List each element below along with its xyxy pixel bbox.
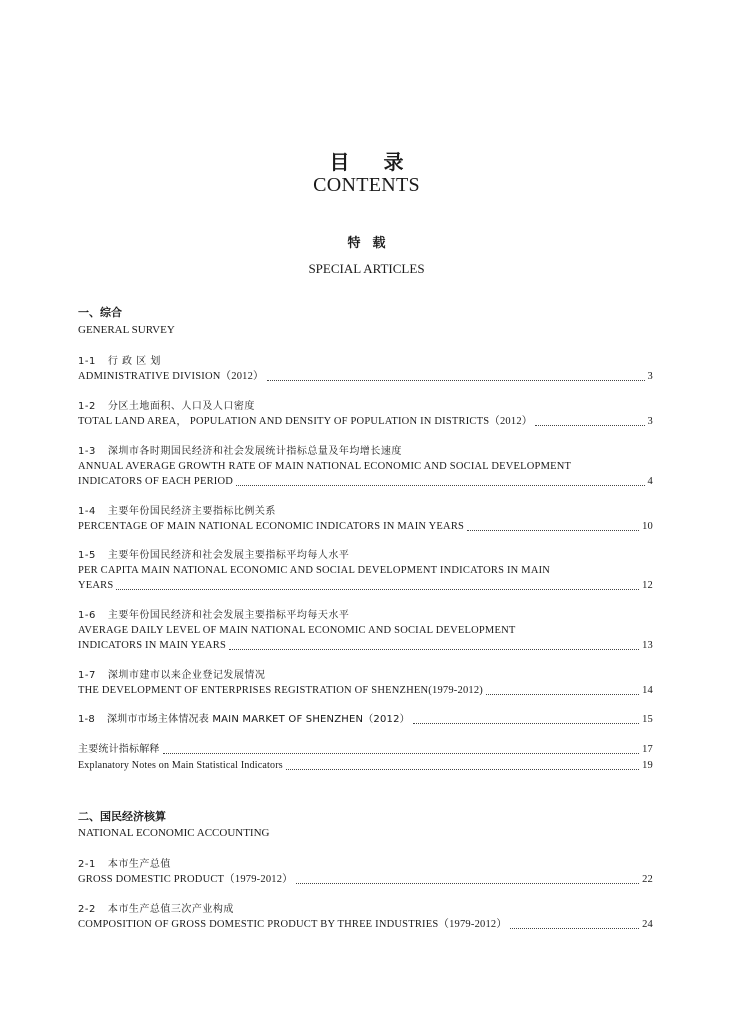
- dot-leader: [486, 684, 639, 695]
- toc-entry[interactable]: [78, 742, 653, 757]
- entry-title-cn: 行 政 区 划: [107, 356, 161, 367]
- entry-title-en-cont: INDICATORS IN MAIN YEARS: [78, 640, 227, 651]
- entry-title-en: COMPOSITION OF GROSS DOMESTIC PRODUCT BY THREE INDUSTRIES（1979-2012）: [78, 919, 508, 930]
- page-number: 24: [642, 919, 653, 930]
- toc-entry[interactable]: [78, 608, 653, 653]
- entry-number: 2-1: [78, 859, 96, 870]
- notes-title-cn: 主要统计指标解释: [78, 744, 160, 755]
- entry-title-en: PER CAPITA MAIN NATIONAL ECONOMIC AND SOCIAL DEVELOPMENT INDICATORS IN MAIN: [78, 565, 551, 576]
- page-number: 12: [642, 580, 653, 591]
- entry-title-en: ADMINISTRATIVE DIVISION（2012）: [78, 371, 264, 382]
- page-number: 19: [642, 760, 653, 771]
- toc-entry[interactable]: [78, 504, 653, 534]
- entry-number: 1-8: [78, 714, 95, 725]
- page-number: 3: [647, 371, 653, 382]
- toc-entry[interactable]: [78, 902, 653, 932]
- page-number: 3: [647, 416, 653, 427]
- page-title-cn: 目录: [329, 150, 438, 174]
- entry-number: 1-5: [78, 550, 96, 561]
- entry-title-cn: 深圳市各时期国民经济和社会发展统计指标总量及年均增长速度: [107, 446, 402, 457]
- special-articles-heading-en: SPECIAL ARTICLES: [308, 261, 425, 276]
- dot-leader: [229, 639, 639, 650]
- entry-title-cn: 深圳市建市以来企业登记发展情况: [107, 670, 266, 681]
- toc-entry[interactable]: [78, 758, 653, 773]
- entry-title-cn: 主要年份国民经济和社会发展主要指标平均每人水平: [107, 550, 350, 561]
- entry-title-cn: 主要年份国民经济和社会发展主要指标平均每天水平: [107, 610, 350, 621]
- entry-title-en: PERCENTAGE OF MAIN NATIONAL ECONOMIC INDICATORS IN MAIN YEARS: [78, 521, 465, 532]
- page-number: 10: [642, 521, 653, 532]
- dot-leader: [413, 713, 639, 724]
- toc-entry[interactable]: [78, 444, 653, 489]
- page-number: 17: [642, 744, 653, 755]
- entry-title-en: AVERAGE DAILY LEVEL OF MAIN NATIONAL ECONOMIC AND SOCIAL DEVELOPMENT: [78, 625, 516, 636]
- entry-title-en: ANNUAL AVERAGE GROWTH RATE OF MAIN NATIONAL ECONOMIC AND SOCIAL DEVELOPMENT: [78, 461, 572, 472]
- toc-entry[interactable]: [78, 399, 653, 429]
- entry-number: 1-7: [78, 670, 96, 681]
- entry-number: 1-1: [78, 356, 96, 367]
- entry-number: 1-2: [78, 401, 96, 412]
- dot-leader: [535, 415, 644, 426]
- section-heading-cn: 一、综合: [78, 306, 122, 319]
- page-number: 4: [647, 476, 653, 487]
- page-number: 14: [642, 685, 653, 696]
- entry-number: 1-3: [78, 446, 96, 457]
- toc-entry[interactable]: [78, 354, 653, 384]
- toc-entry[interactable]: [78, 668, 653, 698]
- entry-title-en: THE DEVELOPMENT OF ENTERPRISES REGISTRATION OF SHENZHEN(1979-2012): [78, 685, 484, 696]
- section-heading-en: NATIONAL ECONOMIC ACCOUNTING: [78, 827, 270, 839]
- section-heading-en: GENERAL SURVEY: [78, 324, 175, 336]
- entry-title-cn: 本市生产总值三次产业构成: [107, 904, 234, 915]
- dot-leader: [467, 520, 639, 531]
- dot-leader: [236, 475, 645, 486]
- dot-leader: [163, 743, 639, 754]
- dot-leader: [296, 873, 639, 884]
- entry-title-cn: 本市生产总值: [107, 859, 171, 870]
- entry-title-en-cont: YEARS: [78, 580, 114, 591]
- dot-leader: [510, 918, 639, 929]
- page-number: 13: [642, 640, 653, 651]
- entry-title-en: GROSS DOMESTIC PRODUCT（1979-2012）: [78, 874, 293, 885]
- notes-title-en: Explanatory Notes on Main Statistical Indicators: [78, 760, 283, 771]
- entry-title-en: TOTAL LAND AREA， POPULATION AND DENSITY OF POPULATION IN DISTRICTS（2012）: [78, 416, 533, 427]
- page-number: 15: [642, 714, 653, 725]
- page-title-en: CONTENTS: [313, 174, 420, 196]
- section-heading-cn: 二、国民经济核算: [78, 810, 166, 823]
- dot-leader: [286, 759, 639, 770]
- toc-entry[interactable]: [78, 548, 653, 593]
- entry-title-cn: 分区土地面积、人口及人口密度: [107, 401, 255, 412]
- entry-title: 深圳市市场主体情况表 MAIN MARKET OF SHENZHEN（2012）: [106, 714, 410, 725]
- entry-number: 2-2: [78, 904, 96, 915]
- toc-entry[interactable]: [78, 857, 653, 887]
- entry-title-en-cont: INDICATORS OF EACH PERIOD: [78, 476, 234, 487]
- entry-number: 1-4: [78, 506, 96, 517]
- entry-number: 1-6: [78, 610, 96, 621]
- toc-entry[interactable]: [78, 712, 653, 727]
- page-number: 22: [642, 874, 653, 885]
- entry-title-cn: 主要年份国民经济主要指标比例关系: [107, 506, 276, 517]
- dot-leader: [116, 579, 639, 590]
- special-articles-heading-cn: 特载: [347, 236, 398, 251]
- dot-leader: [267, 370, 645, 381]
